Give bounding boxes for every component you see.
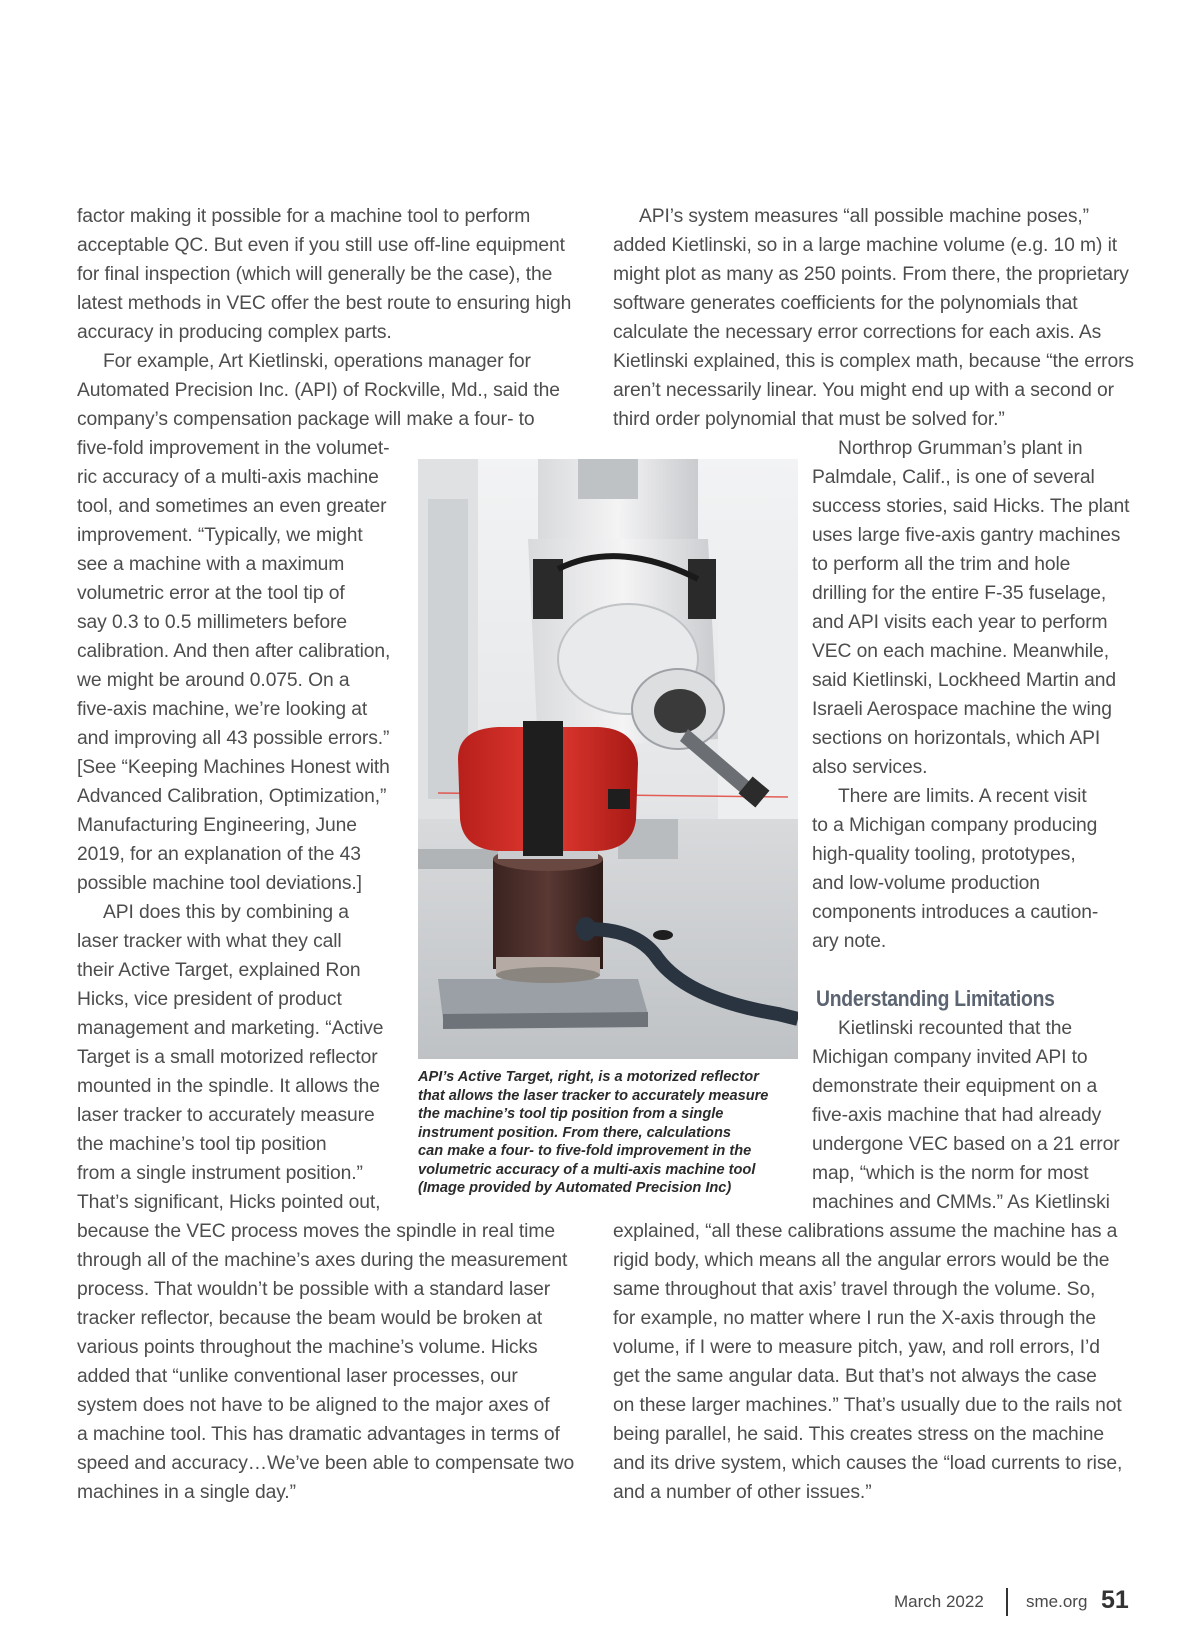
text-line: being parallel, he said. This creates stress on the machine <box>613 1424 1105 1445</box>
text-line: There are limits. A recent visit <box>838 786 1087 807</box>
text-line: through all of the machine’s axes during the measurement <box>77 1250 568 1271</box>
text-line: system does not have to be aligned to the major axes of <box>77 1395 550 1416</box>
text-line: Advanced Calibration, Optimization,” <box>77 786 387 807</box>
text-line: Israeli Aerospace machine the wing <box>812 699 1112 720</box>
section-heading: Understanding Limitations <box>816 986 1055 1011</box>
text-line: a machine tool. This has dramatic advantages in terms of <box>77 1424 560 1445</box>
text-line: five-axis machine, we’re looking at <box>77 699 368 720</box>
text-line: said Kietlinski, Lockheed Martin and <box>812 670 1116 691</box>
text-line: Kietlinski explained, this is complex math, because “the errors <box>613 351 1134 372</box>
machine-illustration <box>418 459 798 1059</box>
text-line: speed and accuracy…We’ve been able to compensate two <box>77 1453 575 1474</box>
text-line: Target is a small motorized reflector <box>77 1047 378 1068</box>
text-line: laser tracker with what they call <box>77 931 342 952</box>
footer-site[interactable]: sme.org <box>1026 1592 1088 1611</box>
text-line: because the VEC process moves the spindle in real time <box>77 1221 555 1242</box>
text-line: API’s system measures “all possible machine poses,” <box>639 206 1089 227</box>
text-line: Palmdale, Calif., is one of several <box>812 467 1095 488</box>
caption-line: (Image provided by Automated Precision Inc) <box>418 1180 732 1196</box>
text-line: same throughout that axis’ travel through the volume. So, <box>613 1279 1096 1300</box>
text-line: tracker reflector, because the beam would be broken at <box>77 1308 543 1329</box>
text-line: Kietlinski recounted that the <box>838 1018 1072 1039</box>
text-line: 2019, for an explanation of the 43 <box>77 844 361 865</box>
caption-line: that allows the laser tracker to accurately measure <box>418 1087 769 1104</box>
text-line: from a single instrument position.” <box>77 1163 363 1184</box>
text-line: also services. <box>812 757 928 778</box>
caption-line: the machine’s tool tip position from a single <box>418 1106 724 1122</box>
text-line: management and marketing. “Active <box>77 1018 384 1039</box>
text-line: the machine’s tool tip position <box>77 1134 327 1155</box>
text-line: demonstrate their equipment on a <box>812 1076 1098 1097</box>
text-line: API does this by combining a <box>103 902 349 923</box>
text-line: ric accuracy of a multi-axis machine <box>77 467 379 488</box>
text-line: might plot as many as 250 points. From there, the proprietary <box>613 264 1129 285</box>
text-line: machines in a single day.” <box>77 1482 296 1503</box>
text-line: see a machine with a maximum <box>77 554 345 575</box>
text-line: five-fold improvement in the volumet- <box>77 438 390 459</box>
text-line: latest methods in VEC offer the best route to ensuring high <box>77 293 572 314</box>
text-line: possible machine tool deviations.] <box>77 873 362 894</box>
text-line: components introduces a caution- <box>812 902 1099 923</box>
text-line: laser tracker to accurately measure <box>77 1105 375 1126</box>
text-line: success stories, said Hicks. The plant <box>812 496 1130 517</box>
text-line: tool, and sometimes an even greater <box>77 496 387 517</box>
text-line: ary note. <box>812 931 887 952</box>
page-number: 51 <box>1101 1586 1129 1614</box>
text-line: to perform all the trim and hole <box>812 554 1071 575</box>
text-line: calculate the necessary error corrections for each axis. As <box>613 322 1102 343</box>
text-line: VEC on each machine. Meanwhile, <box>812 641 1109 662</box>
text-line: get the same angular data. But that’s not always the case <box>613 1366 1097 1387</box>
text-line: [See “Keeping Machines Honest with <box>77 757 390 778</box>
text-line: various points throughout the machine’s volume. Hicks <box>77 1337 538 1358</box>
text-line: and its drive system, which causes the “load currents to rise, <box>613 1453 1123 1474</box>
text-line: accuracy in producing complex parts. <box>77 322 392 343</box>
caption-line: can make a four- to five-fold improvement in the <box>418 1143 752 1159</box>
text-line: their Active Target, explained Ron <box>77 960 361 981</box>
text-line: and improving all 43 possible errors.” <box>77 728 390 749</box>
text-line: Automated Precision Inc. (API) of Rockville, Md., said the <box>77 380 560 401</box>
text-line: software generates coefficients for the polynomials that <box>613 293 1078 314</box>
text-line: explained, “all these calibrations assume the machine has a <box>613 1221 1118 1242</box>
text-line: Hicks, vice president of product <box>77 989 342 1010</box>
text-line: volume, if I were to measure pitch, yaw, and roll errors, I’d <box>613 1337 1100 1358</box>
active-target-photo <box>418 459 798 1059</box>
text-line: third order polynomial that must be solved for.” <box>613 409 1005 430</box>
text-line: say 0.3 to 0.5 millimeters before <box>77 612 347 633</box>
text-line: five-axis machine that had already <box>812 1105 1102 1126</box>
text-line: mounted in the spindle. It allows the <box>77 1076 380 1097</box>
text-line: volumetric error at the tool tip of <box>77 583 345 604</box>
footer-divider <box>1006 1588 1008 1616</box>
text-line: process. That wouldn’t be possible with a standard laser <box>77 1279 551 1300</box>
photo-caption <box>418 1068 798 1198</box>
text-line: calibration. And then after calibration, <box>77 641 391 662</box>
text-line: to a Michigan company producing <box>812 815 1098 836</box>
text-line: and low-volume production <box>812 873 1040 894</box>
caption-line: instrument position. From there, calculations <box>418 1124 731 1141</box>
text-line: factor making it possible for a machine tool to perform <box>77 206 531 227</box>
text-line: we might be around 0.075. On a <box>77 670 350 691</box>
text-line: company’s compensation package will make a four- to <box>77 409 535 430</box>
text-line: added that “unlike conventional laser processes, our <box>77 1366 518 1387</box>
footer-date: March 2022 <box>894 1592 984 1611</box>
text-line: map, “which is the norm for most <box>812 1163 1089 1184</box>
text-line: aren’t necessarily linear. You might end up with a second or <box>613 380 1114 401</box>
caption-line: volumetric accuracy of a multi-axis machine tool <box>418 1161 756 1178</box>
text-line: Michigan company invited API to <box>812 1047 1088 1068</box>
text-line: high-quality tooling, prototypes, <box>812 844 1076 865</box>
text-line: acceptable QC. But even if you still use off-line equipment <box>77 235 565 256</box>
text-line: Northrop Grumman’s plant in <box>838 438 1083 459</box>
text-line: on these larger machines.” That’s usually due to the rails not <box>613 1395 1122 1416</box>
text-line: improvement. “Typically, we might <box>77 525 363 546</box>
caption-line: API’s Active Target, right, is a motorized reflector <box>418 1069 759 1085</box>
text-line: That’s significant, Hicks pointed out, <box>77 1192 381 1213</box>
text-line: and a number of other issues.” <box>613 1482 872 1503</box>
text-line: and API visits each year to perform <box>812 612 1108 633</box>
text-line: uses large five-axis gantry machines <box>812 525 1121 546</box>
text-line: added Kietlinski, so in a large machine volume (e.g. 10 m) it <box>613 235 1118 256</box>
text-line: for final inspection (which will generally be the case), the <box>77 264 553 285</box>
text-line: Manufacturing Engineering, June <box>77 815 357 836</box>
text-line: undergone VEC based on a 21 error <box>812 1134 1120 1155</box>
text-line: For example, Art Kietlinski, operations manager for <box>103 351 531 372</box>
text-line: sections on horizontals, which API <box>812 728 1101 749</box>
text-line: machines and CMMs.” As Kietlinski <box>812 1192 1110 1213</box>
text-line: for example, no matter where I run the X-axis through the <box>613 1308 1097 1329</box>
text-line: drilling for the entire F-35 fuselage, <box>812 583 1107 604</box>
text-line: rigid body, which means all the angular errors would be the <box>613 1250 1110 1271</box>
